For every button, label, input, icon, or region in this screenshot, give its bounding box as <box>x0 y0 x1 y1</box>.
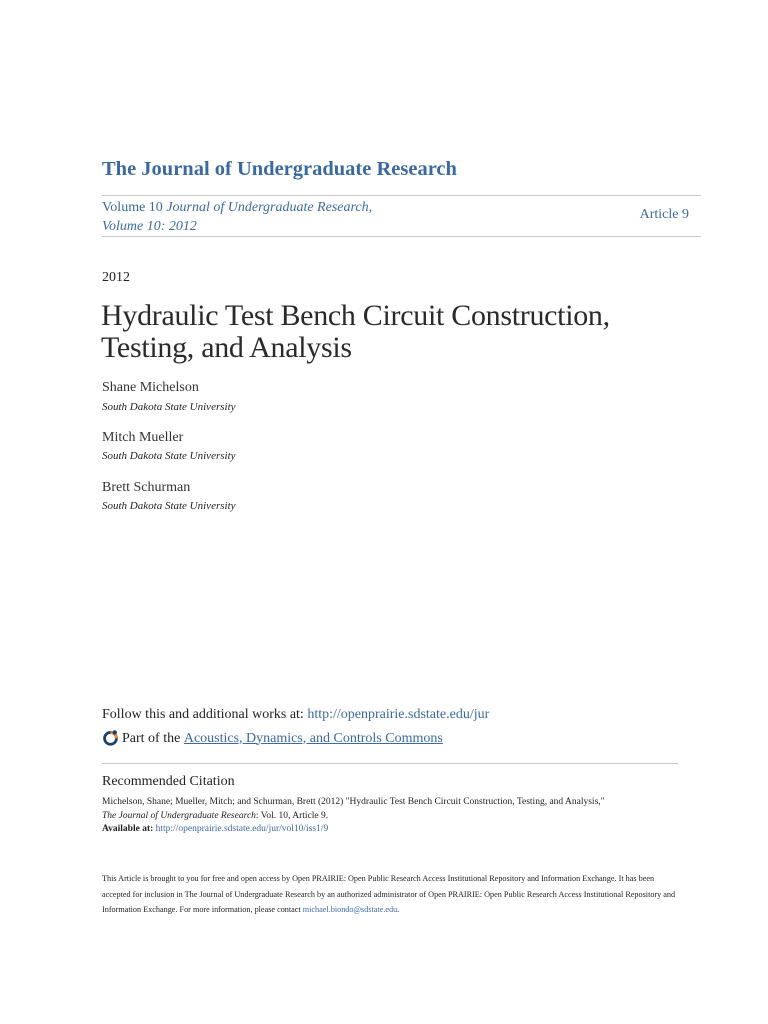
author-affiliation: South Dakota State University <box>102 450 236 462</box>
bepress-commons-icon <box>102 729 119 746</box>
author-affiliation: South Dakota State University <box>102 500 236 512</box>
available-label: Available at: <box>102 824 156 834</box>
volume-year[interactable]: Volume 10: 2012 <box>102 219 197 234</box>
author-name[interactable]: Mitch Mueller <box>102 430 184 445</box>
part-of-prefix: Part of the <box>122 730 181 746</box>
journal-title[interactable]: The Journal of Undergraduate Research <box>102 158 457 180</box>
citation-body <box>102 796 682 837</box>
citation-line-1: Michelson, Shane; Mueller, Mitch; and Schurman, Brett (2012) "Hydraulic Test Bench Circuit Construction, Testing, and Analysis," <box>102 797 605 807</box>
divider-top <box>102 195 701 196</box>
paper-title-line-1: Hydraulic Test Bench Circuit Construction, <box>101 299 610 332</box>
author-name[interactable]: Brett Schurman <box>102 480 191 495</box>
citation-link[interactable]: http://openprairie.sdstate.edu/jur/vol10/iss1/9 <box>155 824 329 834</box>
publication-year: 2012 <box>102 270 130 285</box>
access-disclaimer <box>102 871 682 918</box>
commons-link[interactable]: Acoustics, Dynamics, and Controls Commons <box>183 730 443 746</box>
follow-line <box>102 707 489 723</box>
citation-heading: Recommended Citation <box>102 774 235 789</box>
volume-journal-name[interactable]: Journal of Undergraduate Research, <box>166 200 373 215</box>
volume-label[interactable]: Volume 10 <box>102 200 163 215</box>
follow-link[interactable]: http://openprairie.sdstate.edu/jur <box>307 707 490 722</box>
follow-prefix: Follow this and additional works at: <box>102 707 308 722</box>
disclaimer-end: . <box>397 905 400 914</box>
contact-email-link[interactable]: michael.biondo@sdstate.edu <box>302 905 398 914</box>
part-of-line <box>102 730 443 747</box>
citation-volume: : Vol. 10, Article 9. <box>255 810 329 821</box>
volume-info[interactable] <box>102 198 372 236</box>
divider-bottom <box>102 763 678 764</box>
author-affiliation: South Dakota State University <box>102 401 236 413</box>
paper-title-line-2: Testing, and Analysis <box>101 331 352 364</box>
divider-middle <box>102 236 701 237</box>
author-name[interactable]: Shane Michelson <box>102 380 199 395</box>
disclaimer-text: This Article is brought to you for free and open access by Open PRAIRIE: Open Public Research Access Institutional Repository and Information Exchange. It has been accepted for inclusion in The Journal of Undergraduate Research by an authorized administrator of Open PRAIRIE: Open Public Research Access Institutional Repository and Information Exchange. For more information, please contact <box>102 874 676 914</box>
citation-journal: The Journal of Undergraduate Research <box>102 810 256 821</box>
article-number[interactable]: Article 9 <box>639 207 689 222</box>
paper-title <box>101 300 661 364</box>
